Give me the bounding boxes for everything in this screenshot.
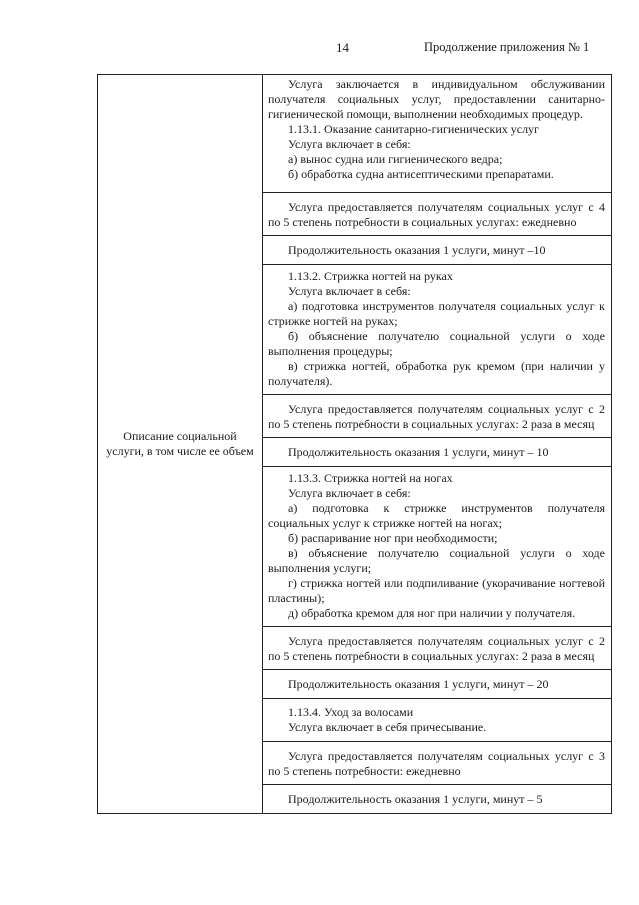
includes-label: Услуга включает в себя причесывание. (288, 720, 487, 734)
provision-text: Услуга предоставляется получателям социальных услуг с 2 по 5 степень потребности в социальных услугах: 2 раза в месяц (268, 634, 605, 663)
duration-text: Продолжительность оказания 1 услуги, минут – 10 (288, 445, 549, 459)
list-item: б) обработка судна антисептическими препаратами. (288, 167, 554, 181)
provision-text: Услуга предоставляется получателям социальных услуг с 4 по 5 степень потребности в социальных услугах: ежедневно (268, 200, 605, 229)
subsection-title: 1.13.1. Оказание санитарно-гигиенических услуг (288, 122, 539, 136)
list-item: а) подготовка инструментов получателя социальных услуг к стрижке ногтей на руках; (268, 299, 605, 328)
provision-text: Услуга предоставляется получателям социальных услуг с 3 по 5 степень потребности: ежедневно (268, 749, 605, 778)
duration-cell (263, 670, 612, 699)
list-item: в) объяснение получателю социальной услуги о ходе выполнения услуги; (268, 546, 605, 575)
service-block-cell (263, 265, 612, 395)
provision-cell (263, 193, 612, 236)
list-item: а) вынос судна или гигиенического ведра; (288, 152, 503, 166)
duration-text: Продолжительность оказания 1 услуги, минут – 20 (288, 677, 549, 691)
subsection-title: 1.13.3. Стрижка ногтей на ногах (288, 471, 453, 485)
service-intro-cell (263, 75, 612, 193)
list-item: в) стрижка ногтей, обработка рук кремом (при наличии у получателя). (268, 359, 605, 388)
row-label: Описание социальной услуги, в том числе ее объем (106, 429, 254, 458)
appendix-continuation-note: Продолжение приложения № 1 (424, 40, 590, 54)
duration-cell (263, 236, 612, 265)
service-block-cell (263, 467, 612, 627)
row-label-cell (98, 75, 263, 814)
list-item: б) объяснение получателю социальной услуги о ходе выполнения процедуры; (268, 329, 605, 358)
includes-label: Услуга включает в себя: (288, 284, 411, 298)
provision-text: Услуга предоставляется получателям социальных услуг с 2 по 5 степень потребности в социальных услугах: 2 раза в месяц (268, 402, 605, 431)
provision-cell (263, 627, 612, 670)
duration-cell (263, 438, 612, 467)
page-number: 14 (336, 40, 349, 55)
list-item: д) обработка кремом для ног при наличии у получателя. (288, 606, 576, 620)
duration-cell (263, 785, 612, 814)
subsection-title: 1.13.2. Стрижка ногтей на руках (288, 269, 453, 283)
list-item: а) подготовка к стрижке инструментов получателя социальных услуг к стрижке ногтей на ногах; (268, 501, 605, 530)
service-intro-text: Услуга заключается в индивидуальном обслуживании получателя социальных услуг, предоставлении санитарно-гигиенической помощи, выполнении необходимых процедур. (268, 77, 605, 121)
subsection-title: 1.13.4. Уход за волосами (288, 705, 414, 719)
list-item: б) распаривание ног при необходимости; (288, 531, 498, 545)
duration-text: Продолжительность оказания 1 услуги, минут – 5 (288, 792, 543, 806)
provision-cell (263, 742, 612, 785)
service-description-table (97, 74, 612, 814)
provision-cell (263, 395, 612, 438)
includes-label: Услуга включает в себя: (288, 486, 411, 500)
includes-label: Услуга включает в себя: (288, 137, 411, 151)
duration-text: Продолжительность оказания 1 услуги, минут –10 (288, 243, 546, 257)
service-block-cell (263, 699, 612, 742)
table-row (98, 75, 612, 193)
list-item: г) стрижка ногтей или подпиливание (укорачивание ногтевой пластины); (268, 576, 605, 605)
